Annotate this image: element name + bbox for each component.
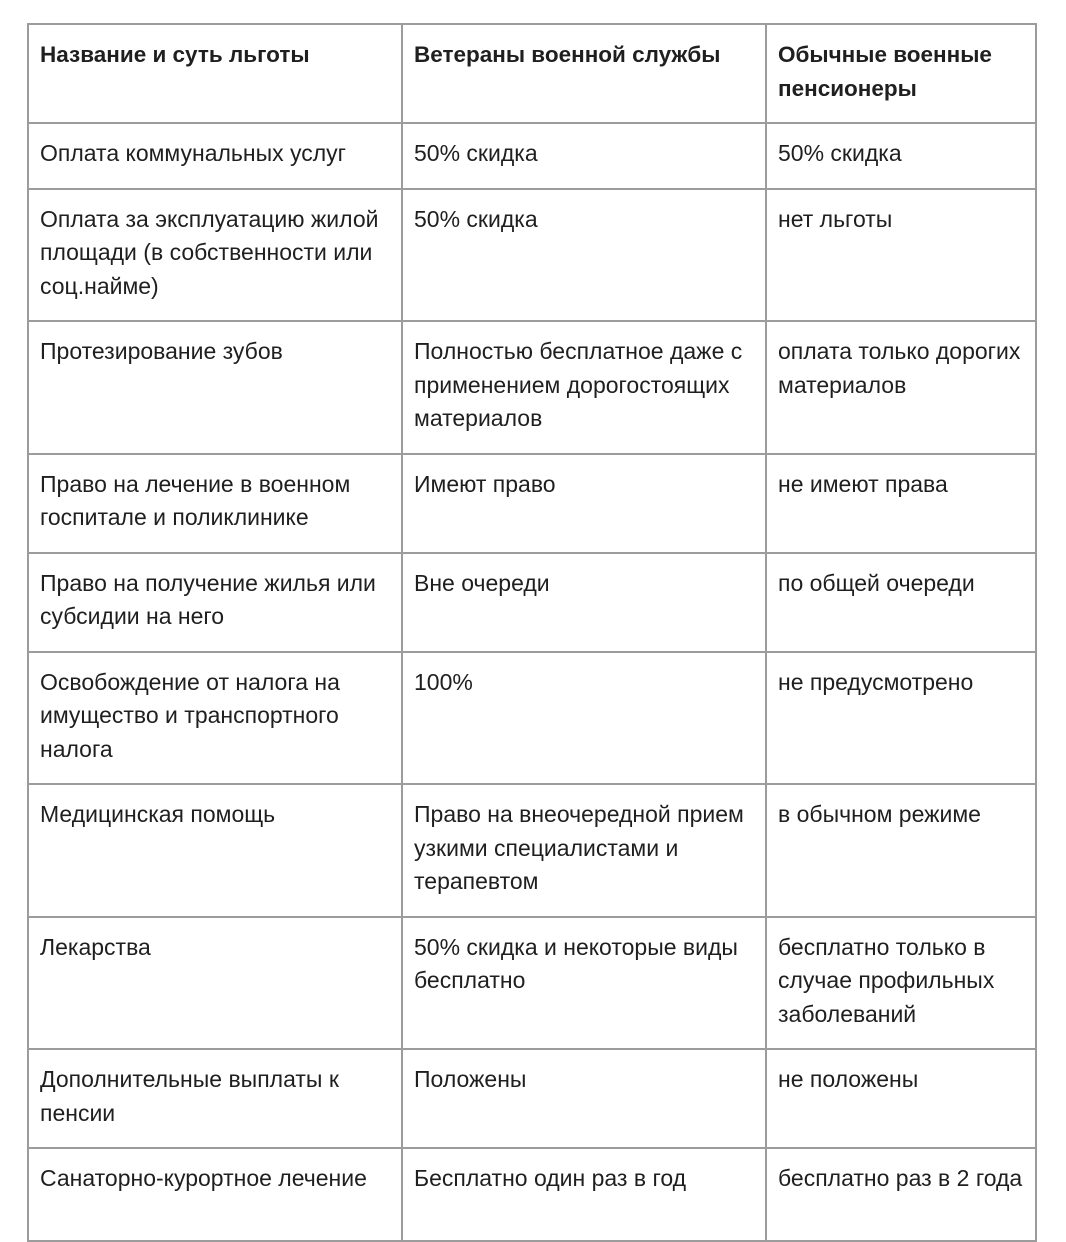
- cell-benefit: Оплата коммунальных услуг: [28, 123, 402, 189]
- table-row: [28, 1049, 1036, 1148]
- cell-veterans: 50% скидка и некоторые виды бесплатно: [402, 917, 766, 1050]
- benefits-comparison-table: [27, 23, 1035, 1242]
- cell-veterans: Имеют право: [402, 454, 766, 553]
- cell-benefit: Право на лечение в военном госпитале и поликлинике: [28, 454, 402, 553]
- table-row: [28, 454, 1036, 553]
- table-header-row: [28, 24, 1036, 123]
- cell-veterans: 50% скидка: [402, 123, 766, 189]
- table-row: [28, 553, 1036, 652]
- cell-pensioners: не предусмотрено: [766, 652, 1036, 785]
- cell-pensioners: оплата только дорогих материалов: [766, 321, 1036, 454]
- cell-benefit: Освобождение от налога на имущество и транспортного налога: [28, 652, 402, 785]
- header-veterans: Ветераны военной службы: [402, 24, 766, 123]
- header-benefit: Название и суть льготы: [28, 24, 402, 123]
- cell-pensioners: 50% скидка: [766, 123, 1036, 189]
- cell-pensioners: бесплатно раз в 2 года: [766, 1148, 1036, 1241]
- cell-pensioners: не положены: [766, 1049, 1036, 1148]
- table: [27, 23, 1037, 1242]
- cell-benefit: Дополнительные выплаты к пенсии: [28, 1049, 402, 1148]
- cell-veterans: 100%: [402, 652, 766, 785]
- cell-veterans: Право на внеочередной прием узкими специалистами и терапевтом: [402, 784, 766, 917]
- cell-benefit: Оплата за эксплуатацию жилой площади (в собственности или соц.найме): [28, 189, 402, 322]
- table-row: [28, 189, 1036, 322]
- cell-pensioners: в обычном режиме: [766, 784, 1036, 917]
- cell-pensioners: бесплатно только в случае профильных заболеваний: [766, 917, 1036, 1050]
- header-pensioners: Обычные военные пенсионеры: [766, 24, 1036, 123]
- cell-pensioners: по общей очереди: [766, 553, 1036, 652]
- cell-veterans: Бесплатно один раз в год: [402, 1148, 766, 1241]
- cell-veterans: 50% скидка: [402, 189, 766, 322]
- cell-benefit: Санаторно-курортное лечение: [28, 1148, 402, 1241]
- cell-benefit: Медицинская помощь: [28, 784, 402, 917]
- table-row: [28, 321, 1036, 454]
- cell-benefit: Протезирование зубов: [28, 321, 402, 454]
- cell-veterans: Полностью бесплатное даже с применением дорогостоящих материалов: [402, 321, 766, 454]
- cell-pensioners: не имеют права: [766, 454, 1036, 553]
- cell-pensioners: нет льготы: [766, 189, 1036, 322]
- cell-veterans: Вне очереди: [402, 553, 766, 652]
- table-row: [28, 123, 1036, 189]
- table-row: [28, 784, 1036, 917]
- table-row: [28, 1148, 1036, 1241]
- cell-benefit: Лекарства: [28, 917, 402, 1050]
- cell-benefit: Право на получение жилья или субсидии на него: [28, 553, 402, 652]
- cell-veterans: Положены: [402, 1049, 766, 1148]
- table-row: [28, 917, 1036, 1050]
- table-row: [28, 652, 1036, 785]
